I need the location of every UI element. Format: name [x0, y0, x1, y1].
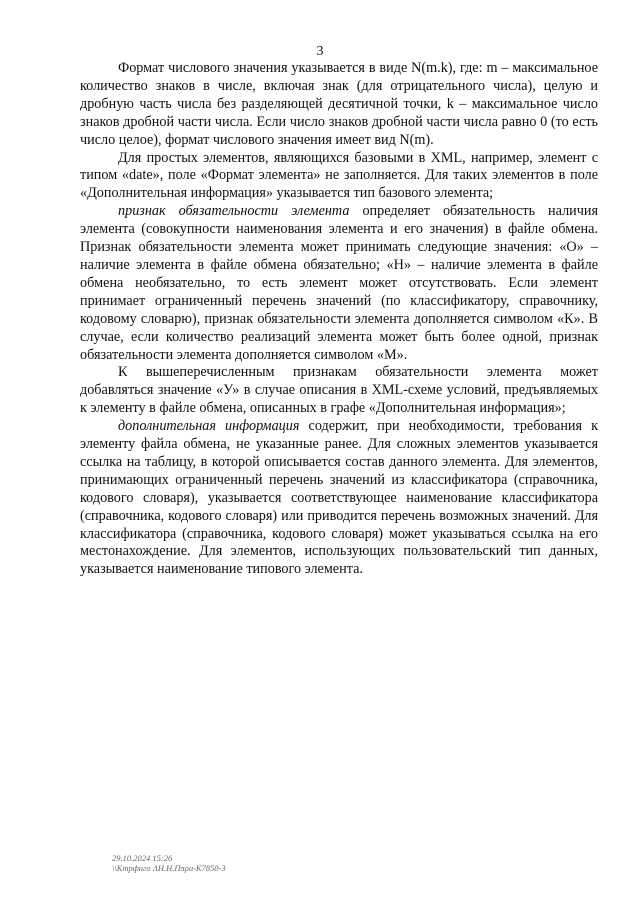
paragraph-additional-info: [80, 418, 598, 579]
paragraph-condition-value: К вышеперечисленным признакам обязательности элемента может добавляться значение «У» в случае описания в XML-схеме условий, предъявляемых к элементу в файле обмена, описанных в графе «Дополнительная информация»;: [80, 364, 598, 417]
paragraph-mandatory-attribute-text: определяет обязательность наличия элемента (совокупности наименования элемента и его значения) в файле обмена. Признак обязательности элемента может принимать следующие значения: «О» – наличие элемента в файле обмена обязательно; «Н» – наличие элемента в файле обмена необязательно, то есть элемент может отсутствовать. Если элемент принимает ограниченный перечень значений (по классификатору, справочнику, кодовому словарю), признак обязательности элемента дополняется символом «К». В случае, если количество реализаций элемента может быть более одной, признак обязательности элемента дополняется символом «М».: [80, 203, 598, 363]
paragraph-additional-info-text: содержит, при необходимости, требования к элементу файла обмена, не указанные ранее. Для сложных элементов указывается ссылка на таблицу, в которой описывается состав данного элемента. Для элементов, принимающих ограниченный перечень значений из классификатора (справочника, кодового словаря), указывается соответствующее наименование классификатора (справочника, кодового словаря) или приводится перечень возможных значений. Для классификатора (справочника, кодового словаря) может указываться ссылка на его местонахождение. Для элементов, использующих пользовательский тип данных, указывается наименование типового элемента.: [80, 418, 598, 578]
page-number: 3: [316, 44, 324, 59]
paragraph-mandatory-attribute: [80, 203, 598, 364]
paragraph-number-format: Формат числового значения указывается в виде N(m.k), где: m – максимальное количество знаков в числе, включая знак (для отрицательного числа), целую и дробную часть числа без разделяющей десятичной точки, k – максимальное число знаков дробной части числа. Если число знаков дробной части числа равно 0 (то есть число целое), формат числового значения имеет вид N(m).: [80, 60, 598, 148]
print-stamp: [112, 853, 226, 873]
stamp-datetime: 29.10.2024 15:26: [112, 853, 173, 863]
term-additional-info: дополнительная информация: [118, 418, 300, 435]
paragraph-simple-elements: Для простых элементов, являющихся базовыми в XML, например, элемент с типом «date», поле «Формат элемента» не заполняется. Для таких элементов в поле «Дополнительная информация» указывается тип базового элемента;: [80, 149, 598, 202]
term-mandatory-attribute: признак обязательности элемента: [118, 203, 350, 220]
stamp-file-path: \\Ктрфнго ΛН.Η.Ππρи-К7850-3: [112, 863, 226, 873]
document-body: [80, 60, 598, 579]
